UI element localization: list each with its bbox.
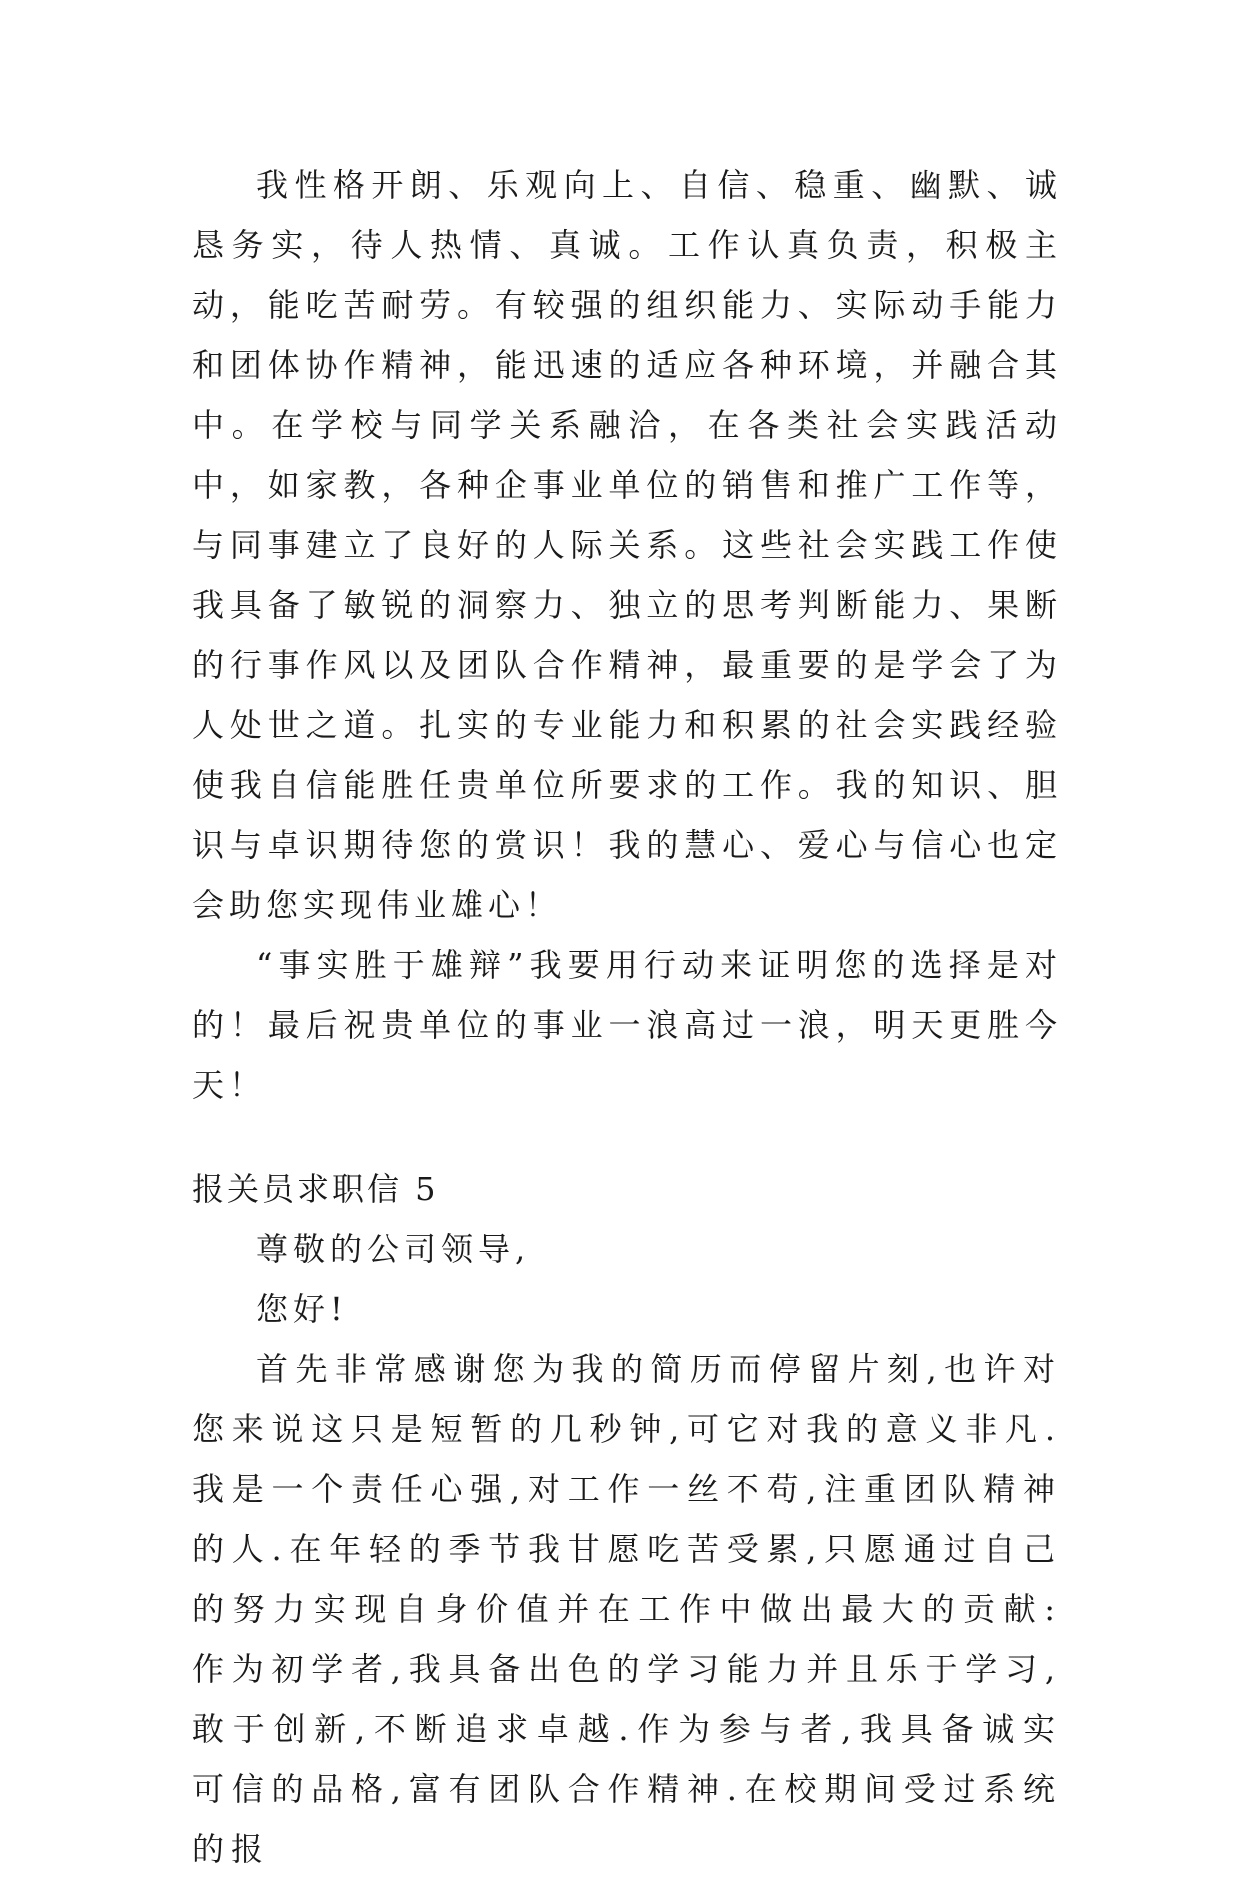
salutation: 尊敬的公司领导, bbox=[256, 1230, 531, 1268]
paragraph-letter-body: 首先非常感谢您为我的简历而停留片刻,也许对您来说这只是短暂的几秒钟,可它对我的意义非凡.我是一个责任心强,对工作一丝不苟,注重团队精神的人.在年轻的季节我甘愿吃苦受累,只愿通过自己的努力实现自身价值并在工作中做出最大的贡献:作为初学者,我具备出色的学习能力并且乐于学习,敢于创新,不断追求卓越.作为参与者,我具备诚实可信的品格,富有团队合作精神.在校期间受过系统的报 bbox=[192, 1350, 1062, 1868]
paragraph-closing: “事实胜于雄辩”我要用行动来证明您的选择是对的！最后祝贵单位的事业一浪高过一浪，明天更胜今天！ bbox=[192, 946, 1062, 1104]
section-title: 报关员求职信 5 bbox=[192, 1170, 439, 1208]
document-page bbox=[192, 155, 1062, 1879]
paragraph-personality: 我性格开朗、乐观向上、自信、稳重、幽默、诚恳务实，待人热情、真诚。工作认真负责，积极主动，能吃苦耐劳。有较强的组织能力、实际动手能力和团体协作精神，能迅速的适应各种环境，并融合其中。在学校与同学关系融洽，在各类社会实践活动中，如家教，各种企事业单位的销售和推广工作等，与同事建立了良好的人际关系。这些社会实践工作使我具备了敏锐的洞察力、独立的思考判断能力、果断的行事作风以及团队合作精神，最重要的是学会了为人处世之道。扎实的专业能力和积累的社会实践经验使我自信能胜任贵单位所要求的工作。我的知识、胆识与卓识期待您的赏识！我的慧心、爱心与信心也定会助您实现伟业雄心！ bbox=[192, 166, 1062, 924]
greeting: 您好! bbox=[256, 1290, 348, 1328]
